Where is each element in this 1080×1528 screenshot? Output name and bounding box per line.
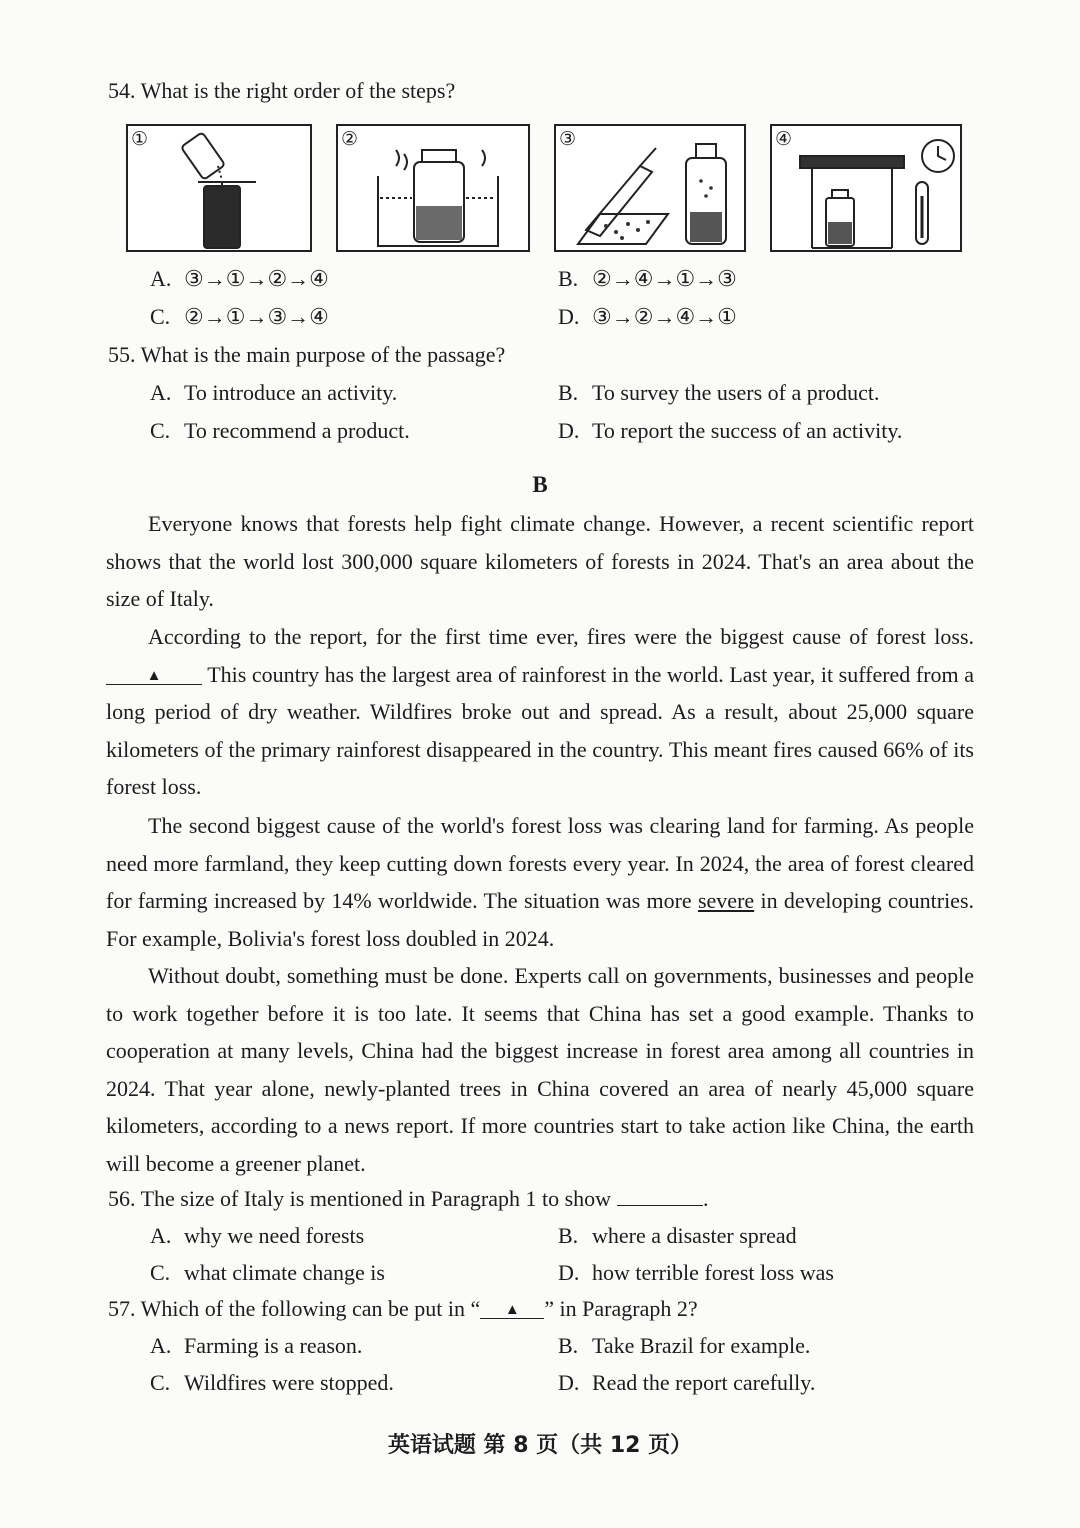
- option-text: Read the report carefully.: [592, 1370, 816, 1395]
- figure-step-2: [336, 124, 530, 252]
- section-b-heading: B: [532, 472, 548, 497]
- figure-step-3: [554, 124, 746, 252]
- question-text: 57. Which of the following can be put in “: [108, 1296, 481, 1321]
- question-text: ” in Paragraph 2?: [544, 1296, 698, 1321]
- q57-option-c[interactable]: [150, 1370, 394, 1396]
- option-text: Wildfires were stopped.: [184, 1370, 394, 1395]
- q55-option-d[interactable]: [558, 418, 902, 444]
- question-56-title: [108, 1186, 709, 1212]
- option-letter: B.: [558, 1333, 579, 1358]
- passage-paragraph-4: [106, 957, 974, 1183]
- paragraph-text: According to the report, for the first time ever, fires were the biggest cause of forest loss.: [148, 624, 974, 649]
- option-text: To survey the users of a product.: [592, 380, 880, 405]
- passage-paragraph-2: [106, 618, 974, 806]
- option-text: where a disaster spread: [592, 1223, 797, 1248]
- option-letter: C.: [150, 1370, 171, 1395]
- option-letter: A.: [150, 1333, 172, 1358]
- q56-option-d[interactable]: [558, 1260, 834, 1286]
- option-text: To introduce an activity.: [184, 380, 398, 405]
- option-letter: A.: [150, 380, 172, 405]
- option-text: why we need forests: [184, 1223, 365, 1248]
- option-text: Take Brazil for example.: [592, 1333, 811, 1358]
- question-text: 56. The size of Italy is mentioned in Paragraph 1 to show: [108, 1186, 612, 1211]
- passage-paragraph-3: [106, 807, 974, 957]
- option-text: To recommend a product.: [184, 418, 410, 443]
- option-text: what climate change is: [184, 1260, 385, 1285]
- q55-option-b[interactable]: [558, 380, 879, 406]
- answer-blank-57[interactable]: [106, 662, 202, 685]
- option-letter: D.: [558, 418, 580, 443]
- paragraph-text: The second biggest cause of the world's forest loss was clearing land for farming. As people need more farmland, they keep cutting down forests every year. In 2024, the area of forest cleared for farming increased by 14% worldwide. The situation was more: [106, 813, 974, 914]
- passage-paragraph-1: [106, 505, 974, 618]
- paragraph-text: in developing countries. For example, Bolivia's forest loss doubled in 2024.: [106, 888, 975, 951]
- q57-option-d[interactable]: [558, 1370, 815, 1396]
- figure-number: ④: [775, 129, 793, 150]
- q57-option-b[interactable]: [558, 1333, 810, 1359]
- triangle-icon: ▲: [146, 667, 162, 684]
- step-figures: [126, 124, 962, 256]
- q55-option-c[interactable]: [150, 418, 410, 444]
- q56-option-b[interactable]: [558, 1223, 797, 1249]
- option-letter: A.: [150, 266, 172, 291]
- answer-blank-56[interactable]: [617, 1205, 703, 1206]
- question-end: .: [703, 1186, 709, 1211]
- q54-option-c[interactable]: [150, 304, 329, 330]
- option-letter: D.: [558, 1260, 580, 1285]
- option-letter: B.: [558, 1223, 579, 1248]
- option-letter: C.: [150, 1260, 171, 1285]
- pouring-bottle-icon: [128, 126, 314, 254]
- option-text: ③→①→②→④: [184, 266, 329, 291]
- q54-option-a[interactable]: [150, 266, 329, 292]
- knife-chopping-icon: [556, 126, 748, 254]
- question-55-title: 55. What is the main purpose of the passage?: [108, 342, 506, 367]
- answer-blank-ref: [480, 1296, 544, 1319]
- figure-number: ③: [559, 129, 577, 150]
- option-text: ③→②→④→①: [592, 304, 737, 329]
- option-letter: D.: [558, 1370, 580, 1395]
- option-text: ②→④→①→③: [592, 266, 737, 291]
- option-letter: B.: [558, 380, 579, 405]
- question-57-title: [108, 1296, 698, 1322]
- figure-number: ②: [341, 129, 359, 150]
- option-text: To report the success of an activity.: [592, 418, 903, 443]
- q56-option-c[interactable]: [150, 1260, 385, 1286]
- paragraph-text: Everyone knows that forests help fight climate change. However, a recent scientific report shows that the world lost 300,000 square kilometers of forests in 2024. That's an area about the size of Italy.: [106, 511, 974, 612]
- underlined-word: severe: [697, 888, 755, 914]
- q57-option-a[interactable]: [150, 1333, 362, 1359]
- option-letter: A.: [150, 1223, 172, 1248]
- triangle-icon: ▲: [504, 1302, 520, 1318]
- figure-number: ①: [131, 129, 149, 150]
- q56-option-a[interactable]: [150, 1223, 364, 1249]
- q54-option-b[interactable]: [558, 266, 737, 292]
- jar-in-cabinet-clock-icon: [772, 126, 964, 254]
- option-letter: C.: [150, 418, 171, 443]
- figure-step-4: [770, 124, 962, 252]
- option-letter: D.: [558, 304, 580, 329]
- paragraph-text: This country has the largest area of rainforest in the world. Last year, it suffered from a long period of dry weather. Wildfires broke out and spread. As a result, about 25,000 square kilometers of the primary rainforest disappeared in the country. This meant fires caused 66% of its forest loss.: [106, 661, 974, 800]
- option-text: how terrible forest loss was: [592, 1260, 834, 1285]
- jar-in-water-bath-icon: [338, 126, 532, 254]
- option-letter: C.: [150, 304, 171, 329]
- page-footer: 英语试题 第 8 页（共 12 页）: [387, 1433, 693, 1458]
- question-54-title: 54. What is the right order of the steps?: [108, 78, 456, 103]
- q55-option-a[interactable]: [150, 380, 397, 406]
- figure-step-1: [126, 124, 312, 252]
- option-letter: B.: [558, 266, 579, 291]
- paragraph-text: Without doubt, something must be done. Experts call on governments, businesses and people to work together before it is too late. It seems that China has set a good example. Thanks to cooperation at many levels, China had the biggest increase in forest area among all countries in 2024. That year alone, newly-planted trees in China covered an area of nearly 45,000 square kilometers, according to a news report. If more countries start to take action like China, the earth will become a greener planet.: [106, 963, 974, 1176]
- option-text: Farming is a reason.: [184, 1333, 363, 1358]
- option-text: ②→①→③→④: [184, 304, 329, 329]
- q54-option-d[interactable]: [558, 304, 737, 330]
